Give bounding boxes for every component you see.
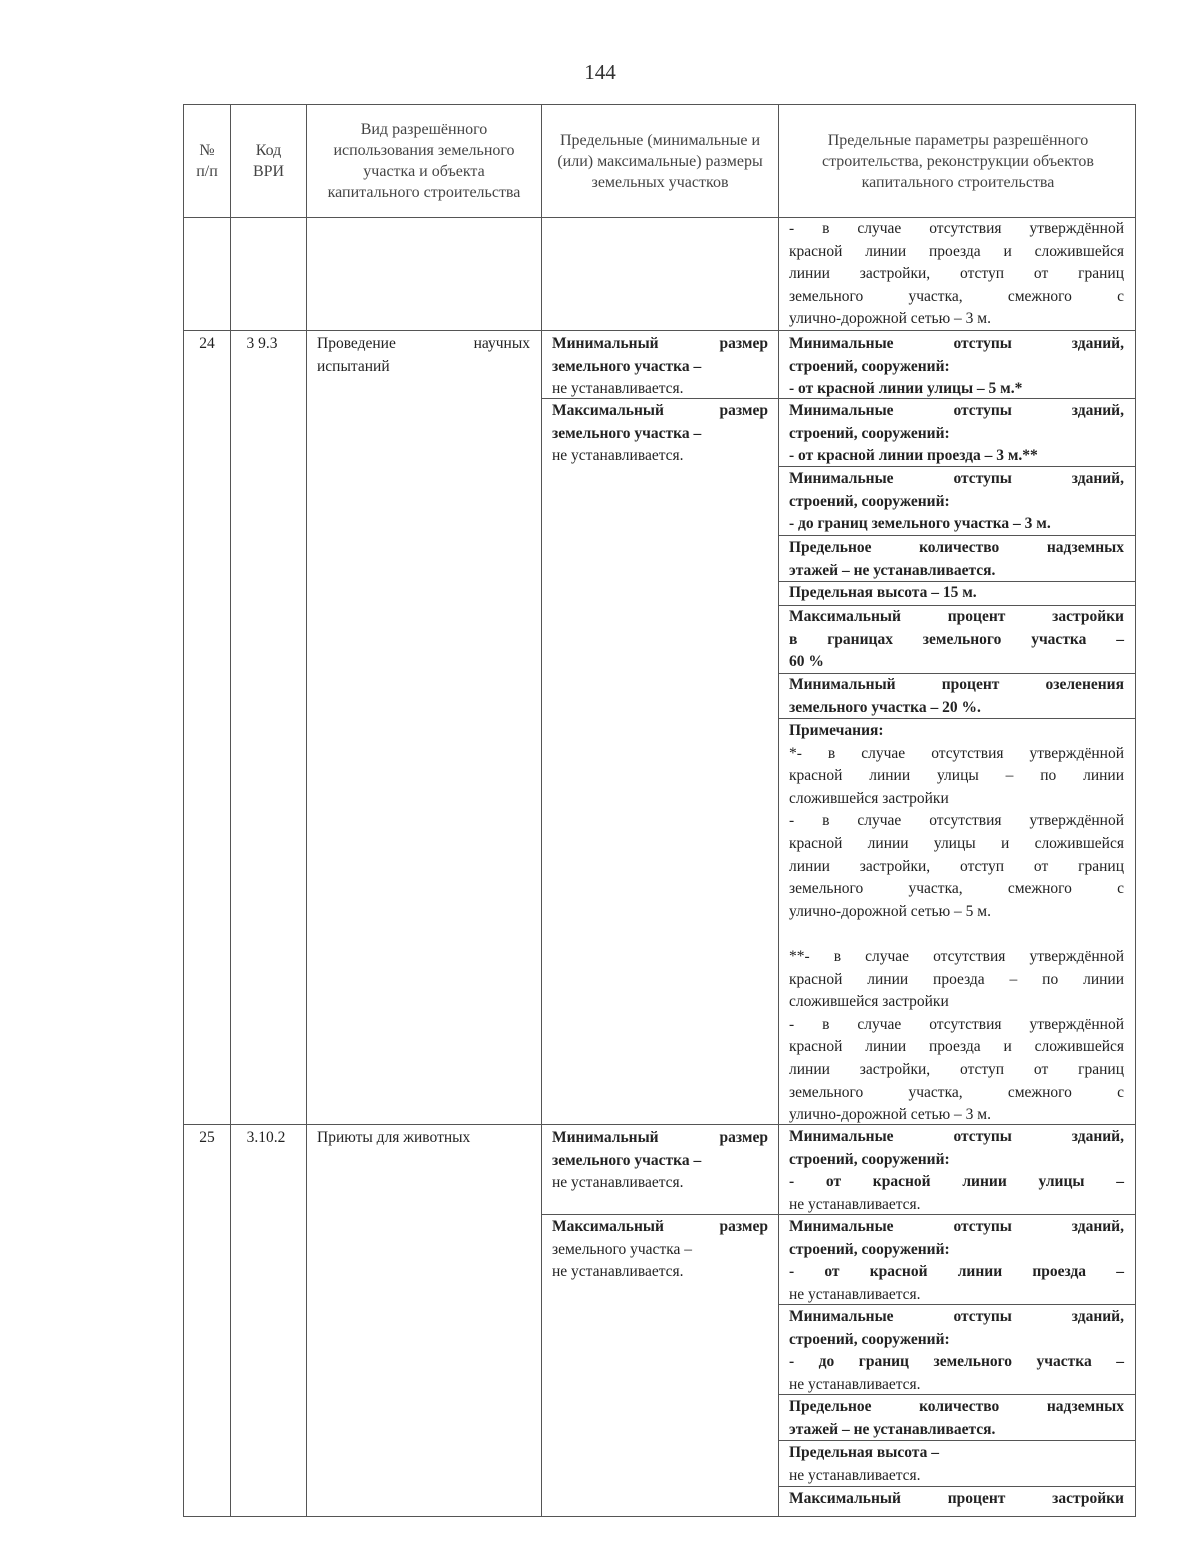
row25-num: 25 [199,1129,215,1146]
row25-param-6: Максимальный процент застройки [789,1490,1124,1507]
row24-param-5: Предельная высота – 15 м. [789,584,977,601]
row24-param-4: Предельное количество надземных этажей – не устанавливается. [789,539,1124,579]
row24-kind: Проведение научных испытаний [317,335,530,375]
row24-notes: Примечания: *- в случае отсутствия утверждённой красной линии улицы – по линии сложившейся застройки - в случае отсутствия утверждённой красной линии улицы и сложившейся линии застройки, отступ от границ земельного участка, смежного с улично-дорожной сетью – 5 м. **- в случае отсутствия утверждённой красной линии проезда – по линии сложившейся застройки - в случае отсутствия утверждённой красной линии проезда и сложившейся линии застройки, отступ от границ земельного участка, смежного с улично-дорожной сетью – 3 м. [789,722,1124,1124]
header-size: Предельные (минимальные и (или) максимальные) размеры земельных участков [557,131,763,191]
row25-min-size: Минимальный размер земельного участка – не устанавливается. [552,1129,768,1192]
continuation-params: - в случае отсутствия утверждённой красной линии проезда и сложившейся линии застройки, отступ от границ земельного участка, смежного с улично-дорожной сетью – 3 м. [789,220,1124,328]
row24-param-6: Максимальный процент застройки в границах земельного участка – 60 % [789,608,1124,671]
row24-code: 3 9.3 [246,335,278,352]
row24-param-2: Минимальные отступы зданий, строений, сооружений: - от красной линии проезда – 3 м.** [789,402,1124,465]
row24-max-size: Максимальный размер земельного участка – не устанавливается. [552,402,768,465]
row25-param-5: Предельная высота – не устанавливается. [789,1444,939,1484]
row25-param-2: Минимальные отступы зданий, строений, сооружений: - от красной линии проезда – не устанавливается. [789,1218,1124,1303]
row25-max-size: Максимальный размер земельного участка – не устанавливается. [552,1218,768,1281]
header-num: № п/п [196,142,218,180]
page-number: 144 [584,60,616,84]
header-kind: Вид разрешённого использования земельного участка и объекта капитального строительства [327,121,521,201]
row25-code: 3.10.2 [246,1129,286,1146]
row25-kind: Приюты для животных [317,1129,471,1146]
row24-param-7: Минимальный процент озеленения земельного участка – 20 %. [789,676,1124,716]
row25-param-4: Предельное количество надземных этажей – не устанавливается. [789,1398,1124,1438]
row24-param-3: Минимальные отступы зданий, строений, сооружений: - до границ земельного участка – 3 м. [789,470,1124,533]
header-params: Предельные параметры разрешённого строительства, реконструкции объектов капитального строительства [822,131,1094,191]
row24-min-size: Минимальный размер земельного участка – не устанавливается. [552,335,768,398]
header-code: Код ВРИ [252,142,285,180]
row24-num: 24 [199,335,215,352]
row25-param-3: Минимальные отступы зданий, строений, сооружений: - до границ земельного участка – не устанавливается. [789,1308,1124,1393]
row25-param-1: Минимальные отступы зданий, строений, сооружений: - от красной линии улицы – не устанавливается. [789,1128,1124,1213]
row24-param-1: Минимальные отступы зданий, строений, сооружений: - от красной линии улицы – 5 м.* [789,335,1124,398]
